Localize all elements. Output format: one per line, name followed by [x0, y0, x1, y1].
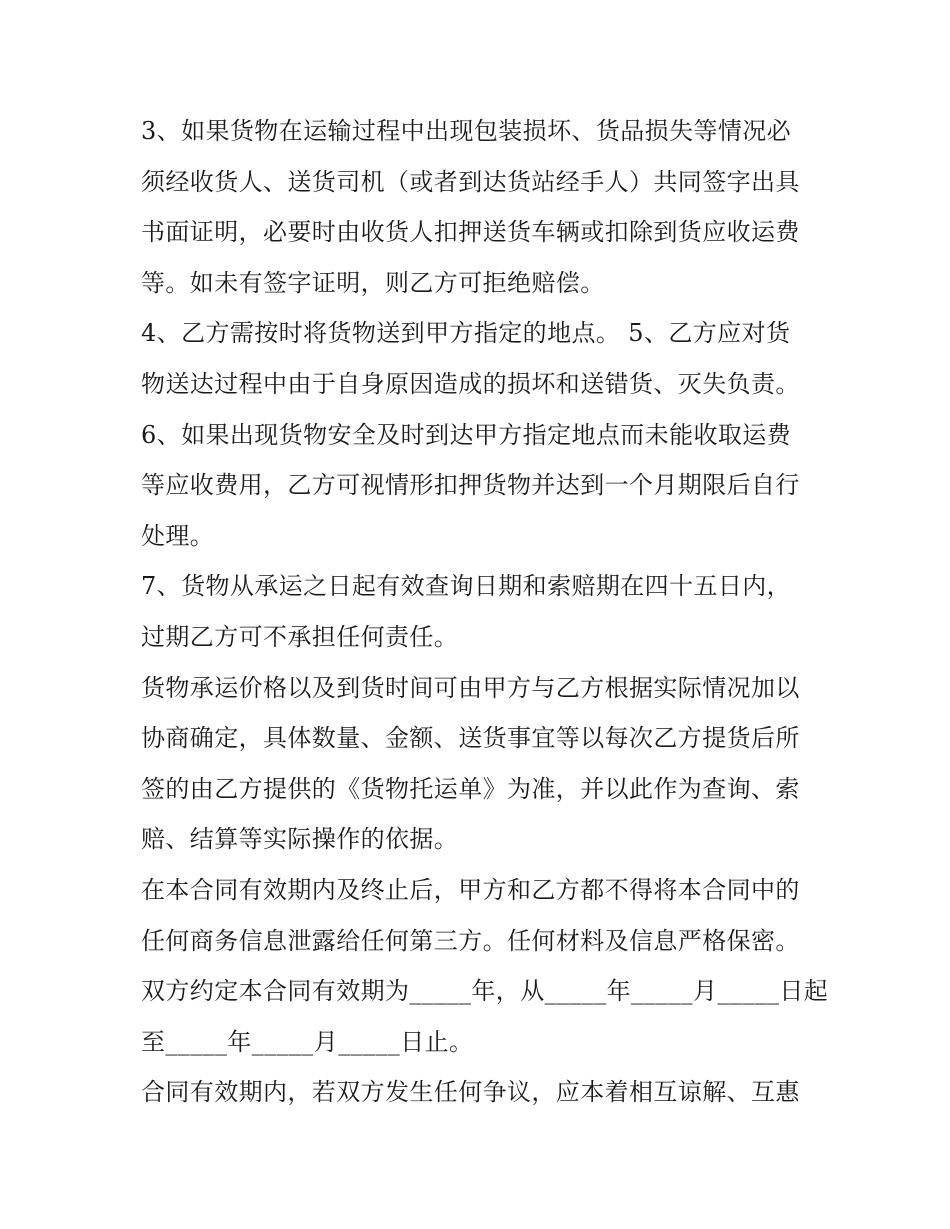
- text-line: 赔、结算等实际操作的依据。: [141, 825, 459, 854]
- confidentiality-paragraph: [141, 865, 821, 966]
- text-line: 至_____年_____月_____日止。: [141, 1027, 474, 1056]
- text-line: 6、如果出现货物安全及时到达甲方指定地点而未能收取运费: [141, 420, 792, 449]
- text-line: 任何商务信息泄露给任何第三方。任何材料及信息严格保密。: [141, 926, 800, 955]
- text-line: 合同有效期内，若双方发生任何争议，应本着相互谅解、互惠: [141, 1078, 800, 1107]
- text-line: 须经收货人、送货司机（或者到达货站经手人）共同签字出具: [141, 167, 800, 196]
- clause-7: [141, 561, 821, 662]
- text-line: 过期乙方可不承担任何责任。: [141, 622, 459, 651]
- text-line: 等应收费用，乙方可视情形扣押货物并达到一个月期限后自行: [141, 471, 800, 500]
- text-line: 签的由乙方提供的《货物托运单》为准，并以此作为查询、索: [141, 774, 800, 803]
- document-body: [141, 106, 829, 1118]
- clause-3: [141, 106, 821, 308]
- pricing-paragraph: [141, 663, 821, 865]
- text-line: 协商确定，具体数量、金额、送货事宜等以每次乙方提货后所: [141, 724, 800, 753]
- text-line: 书面证明，必要时由收货人扣押送货车辆或扣除到货应收运费: [141, 218, 800, 247]
- text-line: 4、乙方需按时将货物送到甲方指定的地点。 5、乙方应对货: [141, 319, 791, 348]
- text-line: 双方约定本合同有效期为_____年，从_____年_____月_____日起: [141, 977, 829, 1006]
- validity-paragraph: [141, 966, 829, 1067]
- text-line: 物送达过程中由于自身原因造成的损坏和送错货、灭失负责。: [141, 369, 800, 398]
- text-line: 在本合同有效期内及终止后，甲方和乙方都不得将本合同中的: [141, 875, 800, 904]
- clause-4-5: [141, 308, 821, 409]
- text-line: 等。如未有签字证明，则乙方可拒绝赔偿。: [141, 268, 605, 297]
- text-line: 3、如果货物在运输过程中出现包装损坏、货品损失等情况必: [141, 117, 792, 145]
- text-line: 处理。: [141, 521, 215, 550]
- clause-6: [141, 410, 821, 562]
- dispute-paragraph: [141, 1067, 821, 1118]
- text-line: 7、货物从承运之日起有效查询日期和索赔期在四十五日内，: [141, 572, 792, 601]
- text-line: 货物承运价格以及到货时间可由甲方与乙方根据实际情况加以: [141, 673, 800, 702]
